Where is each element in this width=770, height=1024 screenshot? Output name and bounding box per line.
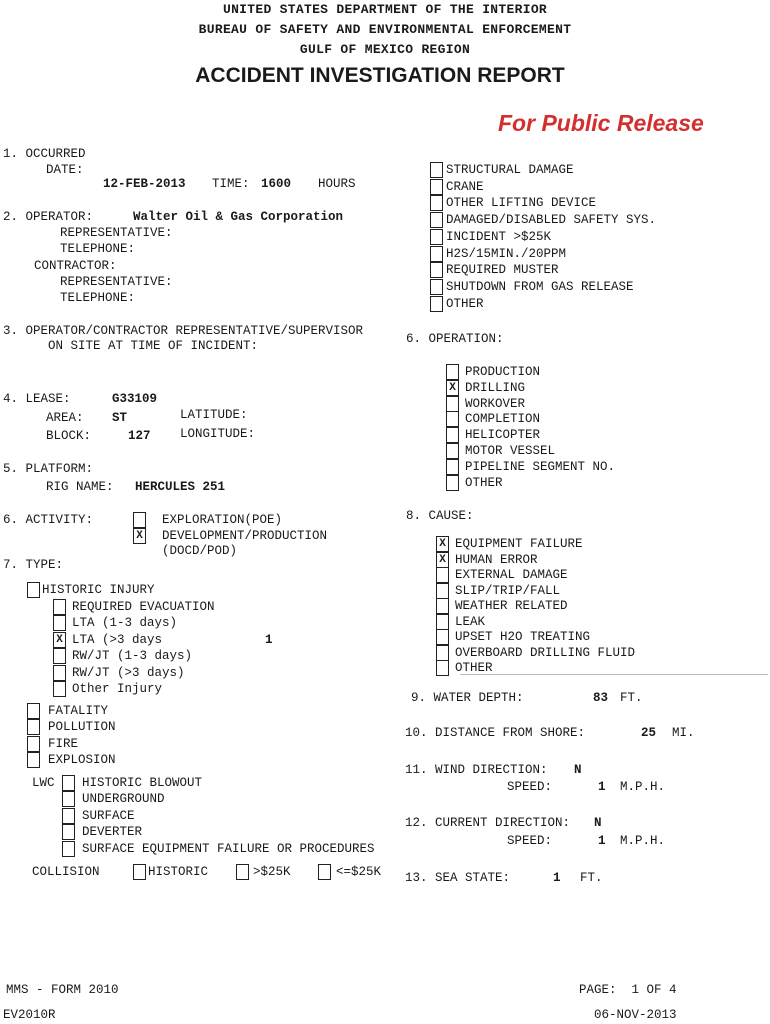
rw-jt-3-days-checkbox[interactable] bbox=[53, 665, 66, 681]
time-value: 1600 bbox=[261, 177, 292, 191]
wind-speed-unit: M.P.H. bbox=[620, 780, 666, 794]
surface-equipment-failure-or-procedures-checkbox[interactable] bbox=[62, 841, 75, 857]
required-evacuation-label: REQUIRED EVACUATION bbox=[72, 600, 215, 614]
operation-label: 6. OPERATION: bbox=[406, 332, 504, 346]
shutdown-from-gas-release-label: SHUTDOWN FROM GAS RELEASE bbox=[446, 279, 634, 294]
historic-blowout-checkbox[interactable] bbox=[62, 775, 75, 791]
cause-divider bbox=[460, 674, 768, 675]
block-label: BLOCK: bbox=[46, 429, 92, 443]
date-label: DATE: bbox=[46, 163, 84, 177]
exploration-label: EXPLORATION(POE) bbox=[162, 513, 283, 527]
lwc-label: LWC bbox=[32, 776, 55, 790]
date-value: 12-FEB-2013 bbox=[103, 177, 186, 191]
completion-label: COMPLETION bbox=[465, 412, 541, 427]
workover-label: WORKOVER bbox=[465, 396, 526, 411]
rig-name-value: HERCULES 251 bbox=[135, 480, 226, 494]
fire-label: FIRE bbox=[48, 736, 79, 751]
helicopter-label: HELICOPTER bbox=[465, 428, 541, 443]
report-title: ACCIDENT INVESTIGATION REPORT bbox=[195, 64, 565, 87]
collision-historic-label: HISTORIC bbox=[148, 865, 209, 879]
surface-label: SURFACE bbox=[82, 808, 135, 823]
current-speed-value: 1 bbox=[598, 834, 606, 848]
deverter-checkbox[interactable] bbox=[62, 824, 75, 840]
helicopter-checkbox[interactable] bbox=[446, 427, 459, 443]
collision-label: COLLISION bbox=[32, 865, 100, 879]
historic-injury-label: HISTORIC INJURY bbox=[42, 583, 155, 597]
agency-line-1: UNITED STATES DEPARTMENT OF THE INTERIOR bbox=[222, 2, 548, 17]
overboard-drilling-fluid-checkbox[interactable] bbox=[436, 645, 449, 661]
historic-blowout-label: HISTORIC BLOWOUT bbox=[82, 776, 203, 790]
wind-speed-value: 1 bbox=[598, 780, 606, 794]
contractor-telephone-label: TELEPHONE: bbox=[60, 291, 136, 305]
production-checkbox[interactable] bbox=[446, 364, 459, 380]
collision-25k-checkbox[interactable] bbox=[318, 864, 331, 880]
required-muster-label: REQUIRED MUSTER bbox=[446, 263, 559, 278]
longitude-label: LONGITUDE: bbox=[180, 427, 256, 441]
page-indicator: PAGE: 1 OF 4 bbox=[579, 983, 677, 997]
pipeline-segment-no-checkbox[interactable] bbox=[446, 459, 459, 475]
time-label: TIME: bbox=[212, 177, 250, 191]
crane-label: CRANE bbox=[446, 179, 484, 194]
form-number: MMS - FORM 2010 bbox=[6, 983, 119, 997]
operator-label: 2. OPERATOR: bbox=[3, 210, 94, 224]
wind-direction-value: N bbox=[574, 763, 582, 777]
representative-label: REPRESENTATIVE: bbox=[60, 226, 173, 240]
structural-damage-checkbox[interactable] bbox=[430, 162, 443, 178]
damaged-disabled-safety-sys-label: DAMAGED/DISABLED SAFETY SYS. bbox=[446, 213, 657, 228]
surface-equipment-failure-or-procedures-label: SURFACE EQUIPMENT FAILURE OR PROCEDURES bbox=[82, 841, 375, 856]
telephone-label: TELEPHONE: bbox=[60, 242, 136, 256]
lease-value: G33109 bbox=[112, 392, 158, 406]
latitude-label: LATITUDE: bbox=[180, 408, 248, 422]
lta-1-3-days-label: LTA (1-3 days) bbox=[72, 616, 178, 631]
lta-1-3-days-checkbox[interactable] bbox=[53, 615, 66, 631]
current-speed-label: SPEED: bbox=[507, 834, 553, 848]
h2s-15min-20ppm-checkbox[interactable] bbox=[430, 246, 443, 262]
other-label: OTHER bbox=[455, 661, 493, 675]
slip-trip-fall-label: SLIP/TRIP/FALL bbox=[455, 583, 561, 598]
contractor-representative-label: REPRESENTATIVE: bbox=[60, 275, 173, 289]
equipment-failure-label: EQUIPMENT FAILURE bbox=[455, 537, 583, 551]
rw-jt-3-days-label: RW/JT (>3 days) bbox=[72, 665, 185, 680]
water-depth-value: 83 bbox=[593, 691, 609, 705]
underground-label: UNDERGROUND bbox=[82, 792, 165, 807]
agency-line-2: BUREAU OF SAFETY AND ENVIRONMENTAL ENFORCEMENT bbox=[198, 22, 572, 37]
drilling-checkbox[interactable]: X bbox=[446, 380, 459, 396]
weather-related-checkbox[interactable] bbox=[436, 598, 449, 614]
current-speed-unit: M.P.H. bbox=[620, 834, 666, 848]
motor-vessel-label: MOTOR VESSEL bbox=[465, 444, 556, 458]
occurred-label: 1. OCCURRED bbox=[3, 147, 86, 161]
slip-trip-fall-checkbox[interactable] bbox=[436, 583, 449, 599]
development-checkbox[interactable]: X bbox=[133, 528, 146, 544]
other-label: OTHER bbox=[446, 296, 484, 311]
distance-unit: MI. bbox=[672, 726, 695, 740]
other-label: OTHER bbox=[465, 475, 503, 490]
wind-speed-label: SPEED: bbox=[507, 780, 553, 794]
underground-checkbox[interactable] bbox=[62, 791, 75, 807]
exploration-checkbox[interactable] bbox=[133, 512, 146, 528]
development-label: DEVELOPMENT/PRODUCTION bbox=[162, 529, 328, 543]
explosion-label: EXPLOSION bbox=[48, 753, 116, 768]
lta-3-days-label: LTA (>3 days bbox=[72, 632, 163, 647]
pipeline-segment-no-label: PIPELINE SEGMENT NO. bbox=[465, 459, 616, 474]
external-damage-checkbox[interactable] bbox=[436, 567, 449, 583]
rig-name-label: RIG NAME: bbox=[46, 480, 114, 494]
region-line: GULF OF MEXICO REGION bbox=[299, 42, 471, 57]
other-injury-label: Other Injury bbox=[72, 682, 163, 696]
upset-h2o-treating-label: UPSET H2O TREATING bbox=[455, 630, 591, 644]
other-checkbox[interactable] bbox=[430, 296, 443, 312]
area-value: ST bbox=[112, 411, 128, 425]
other-lifting-device-label: OTHER LIFTING DEVICE bbox=[446, 196, 597, 211]
historic-injury-checkbox[interactable] bbox=[27, 582, 40, 598]
other-injury-checkbox[interactable] bbox=[53, 681, 66, 697]
cause-label: 8. CAUSE: bbox=[406, 509, 474, 523]
supervisor-label-2: ON SITE AT TIME OF INCIDENT: bbox=[48, 339, 259, 353]
operator-value: Walter Oil & Gas Corporation bbox=[133, 210, 344, 224]
upset-h2o-treating-checkbox[interactable] bbox=[436, 629, 449, 645]
lta-3-days-count: 1 bbox=[265, 632, 273, 647]
collision-25k-label: <=$25K bbox=[336, 865, 382, 879]
surface-checkbox[interactable] bbox=[62, 808, 75, 824]
water-depth-label: 9. WATER DEPTH: bbox=[411, 691, 524, 705]
water-depth-unit: FT. bbox=[620, 691, 643, 705]
human-error-checkbox[interactable]: X bbox=[436, 552, 449, 568]
completion-checkbox[interactable] bbox=[446, 411, 459, 427]
pollution-label: POLLUTION bbox=[48, 720, 116, 735]
structural-damage-label: STRUCTURAL DAMAGE bbox=[446, 163, 574, 177]
contractor-label: CONTRACTOR: bbox=[34, 259, 117, 273]
incident-25k-label: INCIDENT >$25K bbox=[446, 229, 552, 244]
h2s-15min-20ppm-label: H2S/15MIN./20PPM bbox=[446, 246, 567, 261]
deverter-label: DEVERTER bbox=[82, 825, 143, 840]
lta-3-days-checkbox[interactable]: X bbox=[53, 632, 66, 648]
collision-historic-checkbox[interactable] bbox=[133, 864, 146, 880]
rw-jt-1-3-days-label: RW/JT (1-3 days) bbox=[72, 649, 193, 664]
area-label: AREA: bbox=[46, 411, 84, 425]
hours-label: HOURS bbox=[318, 177, 356, 191]
workover-checkbox[interactable] bbox=[446, 396, 459, 412]
lease-label: 4. LEASE: bbox=[3, 392, 71, 406]
type-label: 7. TYPE: bbox=[3, 558, 64, 572]
collision-25k-checkbox[interactable] bbox=[236, 864, 249, 880]
other-lifting-device-checkbox[interactable] bbox=[430, 195, 443, 211]
fire-checkbox[interactable] bbox=[27, 736, 40, 752]
sea-state-unit: FT. bbox=[580, 871, 603, 885]
crane-checkbox[interactable] bbox=[430, 179, 443, 195]
motor-vessel-checkbox[interactable] bbox=[446, 443, 459, 459]
weather-related-label: WEATHER RELATED bbox=[455, 599, 568, 613]
distance-label: 10. DISTANCE FROM SHORE: bbox=[405, 726, 586, 740]
required-muster-checkbox[interactable] bbox=[430, 262, 443, 278]
current-direction-value: N bbox=[594, 816, 602, 830]
fatality-checkbox[interactable] bbox=[27, 703, 40, 719]
platform-label: 5. PLATFORM: bbox=[3, 462, 94, 476]
other-checkbox[interactable] bbox=[446, 475, 459, 491]
external-damage-label: EXTERNAL DAMAGE bbox=[455, 568, 568, 582]
explosion-checkbox[interactable] bbox=[27, 752, 40, 768]
block-value: 127 bbox=[128, 429, 151, 443]
activity-label: 6. ACTIVITY: bbox=[3, 513, 94, 527]
development-label-sub: (DOCD/POD) bbox=[162, 544, 238, 558]
wind-direction-label: 11. WIND DIRECTION: bbox=[405, 763, 548, 777]
leak-checkbox[interactable] bbox=[436, 614, 449, 630]
report-code: EV2010R bbox=[3, 1008, 56, 1022]
distance-value: 25 bbox=[641, 726, 657, 740]
current-direction-label: 12. CURRENT DIRECTION: bbox=[405, 816, 571, 830]
sea-state-label: 13. SEA STATE: bbox=[405, 871, 511, 885]
shutdown-from-gas-release-checkbox[interactable] bbox=[430, 279, 443, 295]
sea-state-value: 1 bbox=[553, 871, 561, 885]
fatality-label: FATALITY bbox=[48, 704, 109, 718]
overboard-drilling-fluid-label: OVERBOARD DRILLING FLUID bbox=[455, 645, 636, 660]
public-release-stamp: For Public Release bbox=[498, 110, 704, 136]
human-error-label: HUMAN ERROR bbox=[455, 552, 538, 567]
leak-label: LEAK bbox=[455, 614, 486, 629]
drilling-label: DRILLING bbox=[465, 380, 526, 395]
collision-25k-label: >$25K bbox=[253, 865, 291, 879]
production-label: PRODUCTION bbox=[465, 365, 541, 379]
incident-25k-checkbox[interactable] bbox=[430, 229, 443, 245]
other-checkbox[interactable] bbox=[436, 660, 449, 676]
equipment-failure-checkbox[interactable]: X bbox=[436, 536, 449, 552]
required-evacuation-checkbox[interactable] bbox=[53, 599, 66, 615]
rw-jt-1-3-days-checkbox[interactable] bbox=[53, 648, 66, 664]
damaged-disabled-safety-sys-checkbox[interactable] bbox=[430, 212, 443, 228]
report-date: 06-NOV-2013 bbox=[594, 1008, 677, 1022]
pollution-checkbox[interactable] bbox=[27, 719, 40, 735]
supervisor-label-1: 3. OPERATOR/CONTRACTOR REPRESENTATIVE/SUPERVISOR bbox=[3, 324, 364, 338]
